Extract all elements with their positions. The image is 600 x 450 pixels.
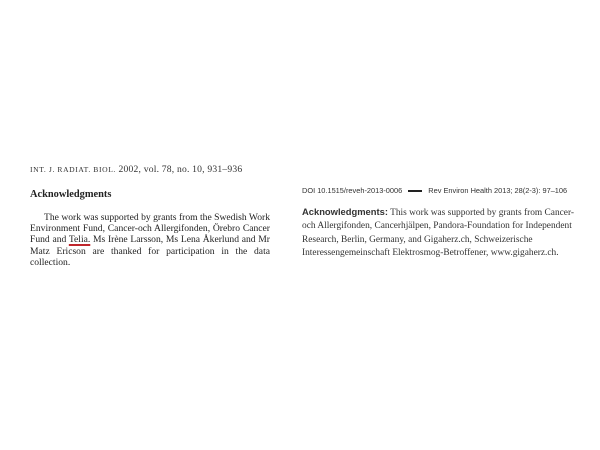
left-body-text-start: The work was supported by grants from the Swedish Work Environment Fund, Cancer-och Allergifonden, Örebro Cancer Fund and xyxy=(30,212,270,246)
right-acknowledgments-body xyxy=(302,205,582,260)
left-citation-details: 2002, vol. 78, no. 10, 931–936 xyxy=(118,164,243,175)
left-citation-journal: INT. J. RADIAT. BIOL. xyxy=(30,165,116,174)
right-doi: DOI 10.1515/reveh-2013-0006 xyxy=(302,186,403,195)
right-acknowledgment-excerpt xyxy=(302,186,582,260)
left-body-underlined-telia: Telia. xyxy=(68,234,91,246)
left-acknowledgments-heading: Acknowledgments xyxy=(30,189,112,200)
left-acknowledgment-excerpt xyxy=(30,164,280,268)
left-acknowledgments-body xyxy=(30,212,270,268)
right-journal-citation: Rev Environ Health 2013; 28(2-3): 97–106 xyxy=(428,186,568,195)
left-citation-line xyxy=(30,164,280,175)
left-body-text-end: Ms Irène Larsson, Ms Lena Åkerlund and Mr Matz Ericson are thanked for participation in the data collection. xyxy=(30,234,270,268)
right-acknowledgments-heading: Acknowledgments: xyxy=(302,206,388,217)
right-citation-line xyxy=(302,186,582,195)
citation-dash-separator xyxy=(408,190,422,192)
right-body-text: This work was supported by grants from Cancer-och Allergifonden, Cancerhjälpen, Pandora-Foundation for Independent Research, Berlin, Germany, and Gigaherz.ch, Schweizerische Interessengemeinschaft Elektrosmog-Betroffener, www.gigaherz.ch. xyxy=(302,208,575,258)
